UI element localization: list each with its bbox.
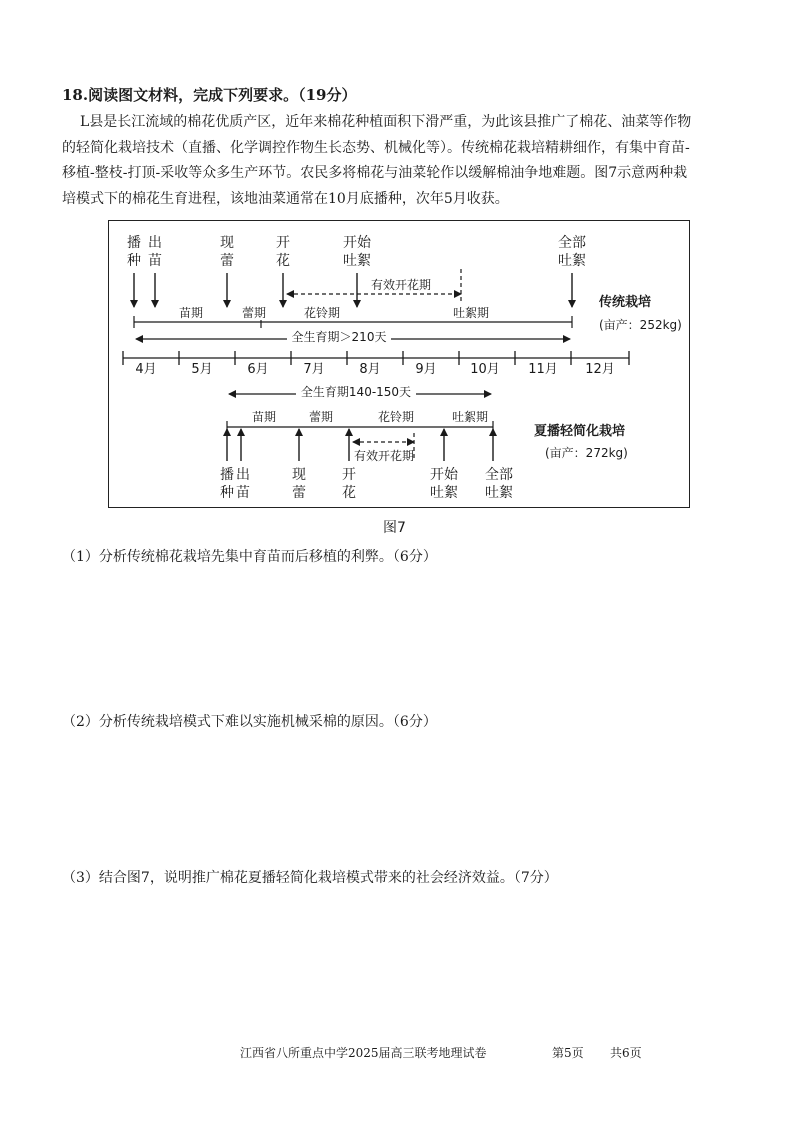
summer-event-labels — [220, 466, 513, 501]
summer-total-period — [229, 383, 491, 399]
footer-page-number: 第5页 — [552, 1046, 584, 1060]
month-label: 12月 — [585, 362, 615, 377]
month-label: 9月 — [415, 362, 437, 377]
summer-event-sowing-l2: 种 — [220, 485, 234, 501]
traditional-event-labels — [127, 234, 586, 269]
trad-event-sowing-l1: 播 — [127, 235, 141, 251]
material-line: 的轻简化栽培技术（直播、化学调控作物生长态势、机械化等）。传统棉花栽培精耕细作，有集中育苗- — [62, 139, 690, 156]
trad-event-boll-open-all-l2: 吐絮 — [558, 253, 586, 269]
summer-effective-flowering-label: 有效开花期 — [353, 449, 415, 463]
month-label: 4月 — [135, 362, 157, 377]
summer-event-squaring-l1: 现 — [292, 467, 306, 483]
summer-stage-line — [227, 409, 493, 433]
trad-event-sowing-l2: 种 — [127, 253, 141, 269]
trad-event-flowering-l1: 开 — [276, 235, 290, 251]
summer-event-flowering-l2: 花 — [342, 485, 356, 501]
summer-event-squaring-l2: 蕾 — [292, 485, 306, 501]
month-label: 7月 — [303, 362, 325, 377]
summer-effective-flowering — [353, 433, 414, 463]
month-label: 8月 — [359, 362, 381, 377]
summer-stage-boll-opening: 吐絮期 — [451, 410, 489, 424]
trad-event-boll-open-start-l1: 开始 — [343, 235, 371, 251]
summer-event-emergence-l2: 苗 — [236, 485, 250, 501]
trad-event-emergence-l2: 苗 — [148, 253, 162, 269]
question-title: 18.阅读图文材料，完成下列要求。（19分） — [62, 86, 357, 104]
summer-event-boll-open-start-l2: 吐絮 — [430, 485, 458, 501]
summer-total-period-label: 全生育期140-150天 — [300, 385, 412, 399]
summer-event-boll-open-all-l1: 全部 — [485, 467, 513, 483]
material-line: 移植-整枝-打顶-采收等众多生产环节。农民多将棉花与油菜轮作以缓解棉油争地难题。图7示意两种栽 — [62, 165, 688, 181]
trad-event-squaring-l2: 蕾 — [220, 253, 234, 269]
material-paragraph — [62, 110, 742, 212]
trad-mode-yield: (亩产：252kg) — [599, 318, 682, 332]
footer-total-pages: 共6页 — [610, 1046, 642, 1060]
summer-stage-seedling: 苗期 — [251, 410, 277, 424]
trad-stage-line — [134, 305, 572, 328]
summer-event-sowing-l1: 播 — [220, 467, 234, 483]
footer-exam-title: 江西省八所重点中学2025届高三联考地理试卷 — [240, 1046, 487, 1060]
summer-event-boll-open-all-l2: 吐絮 — [485, 485, 513, 501]
summer-mode-yield: (亩产：272kg) — [545, 446, 628, 460]
trad-event-squaring-l1: 现 — [220, 235, 234, 251]
month-label: 5月 — [191, 362, 213, 377]
cotton-growth-diagram — [109, 221, 691, 509]
trad-mode-name: 传统栽培 — [599, 295, 652, 310]
trad-effective-flowering-label: 有效开花期 — [370, 278, 432, 292]
summer-event-emergence-l1: 出 — [236, 467, 250, 483]
traditional-event-arrows — [134, 273, 572, 307]
subquestion-3: （3）结合图7，说明推广棉花夏播轻简化栽培模式带来的社会经济效益。（7分） — [62, 870, 558, 886]
trad-event-boll-open-start-l2: 吐絮 — [343, 253, 371, 269]
trad-stage-squaring: 蕾期 — [241, 306, 267, 320]
trad-stage-boll-opening: 吐絮期 — [452, 306, 490, 320]
trad-total-period-label: 全生育期＞210天 — [291, 330, 387, 344]
trad-event-boll-open-all-l1: 全部 — [558, 235, 586, 251]
month-label: 11月 — [528, 362, 558, 377]
trad-effective-flowering — [287, 269, 461, 301]
subquestion-2: （2）分析传统栽培模式下难以实施机械采棉的原因。（6分） — [62, 714, 437, 730]
trad-total-period — [136, 328, 570, 344]
summer-stage-squaring: 蕾期 — [308, 410, 334, 424]
month-label: 10月 — [470, 362, 500, 377]
trad-event-flowering-l2: 花 — [276, 253, 290, 269]
month-axis — [123, 351, 629, 377]
summer-event-flowering-l1: 开 — [342, 467, 356, 483]
summer-event-boll-open-start-l1: 开始 — [430, 467, 458, 483]
material-line: L县是长江流域的棉花优质产区，近年来棉花种植面积下滑严重，为此该县推广了棉花、油菜等作物 — [80, 114, 692, 130]
trad-stage-flower-boll: 花铃期 — [303, 306, 341, 320]
trad-stage-seedling: 苗期 — [178, 306, 204, 320]
trad-event-emergence-l1: 出 — [148, 235, 162, 251]
summer-mode-name: 夏播轻简化栽培 — [534, 424, 626, 439]
summer-stage-flower-boll: 花铃期 — [377, 410, 415, 424]
subquestion-1: （1）分析传统棉花栽培先集中育苗而后移植的利弊。（6分） — [62, 549, 437, 565]
month-label: 6月 — [247, 362, 269, 377]
figure-7-diagram — [108, 220, 690, 508]
figure-caption: 图7 — [383, 520, 406, 536]
material-line: 培模式下的棉花生育进程，该地油菜通常在10月底播种，次年5月收获。 — [62, 190, 509, 207]
